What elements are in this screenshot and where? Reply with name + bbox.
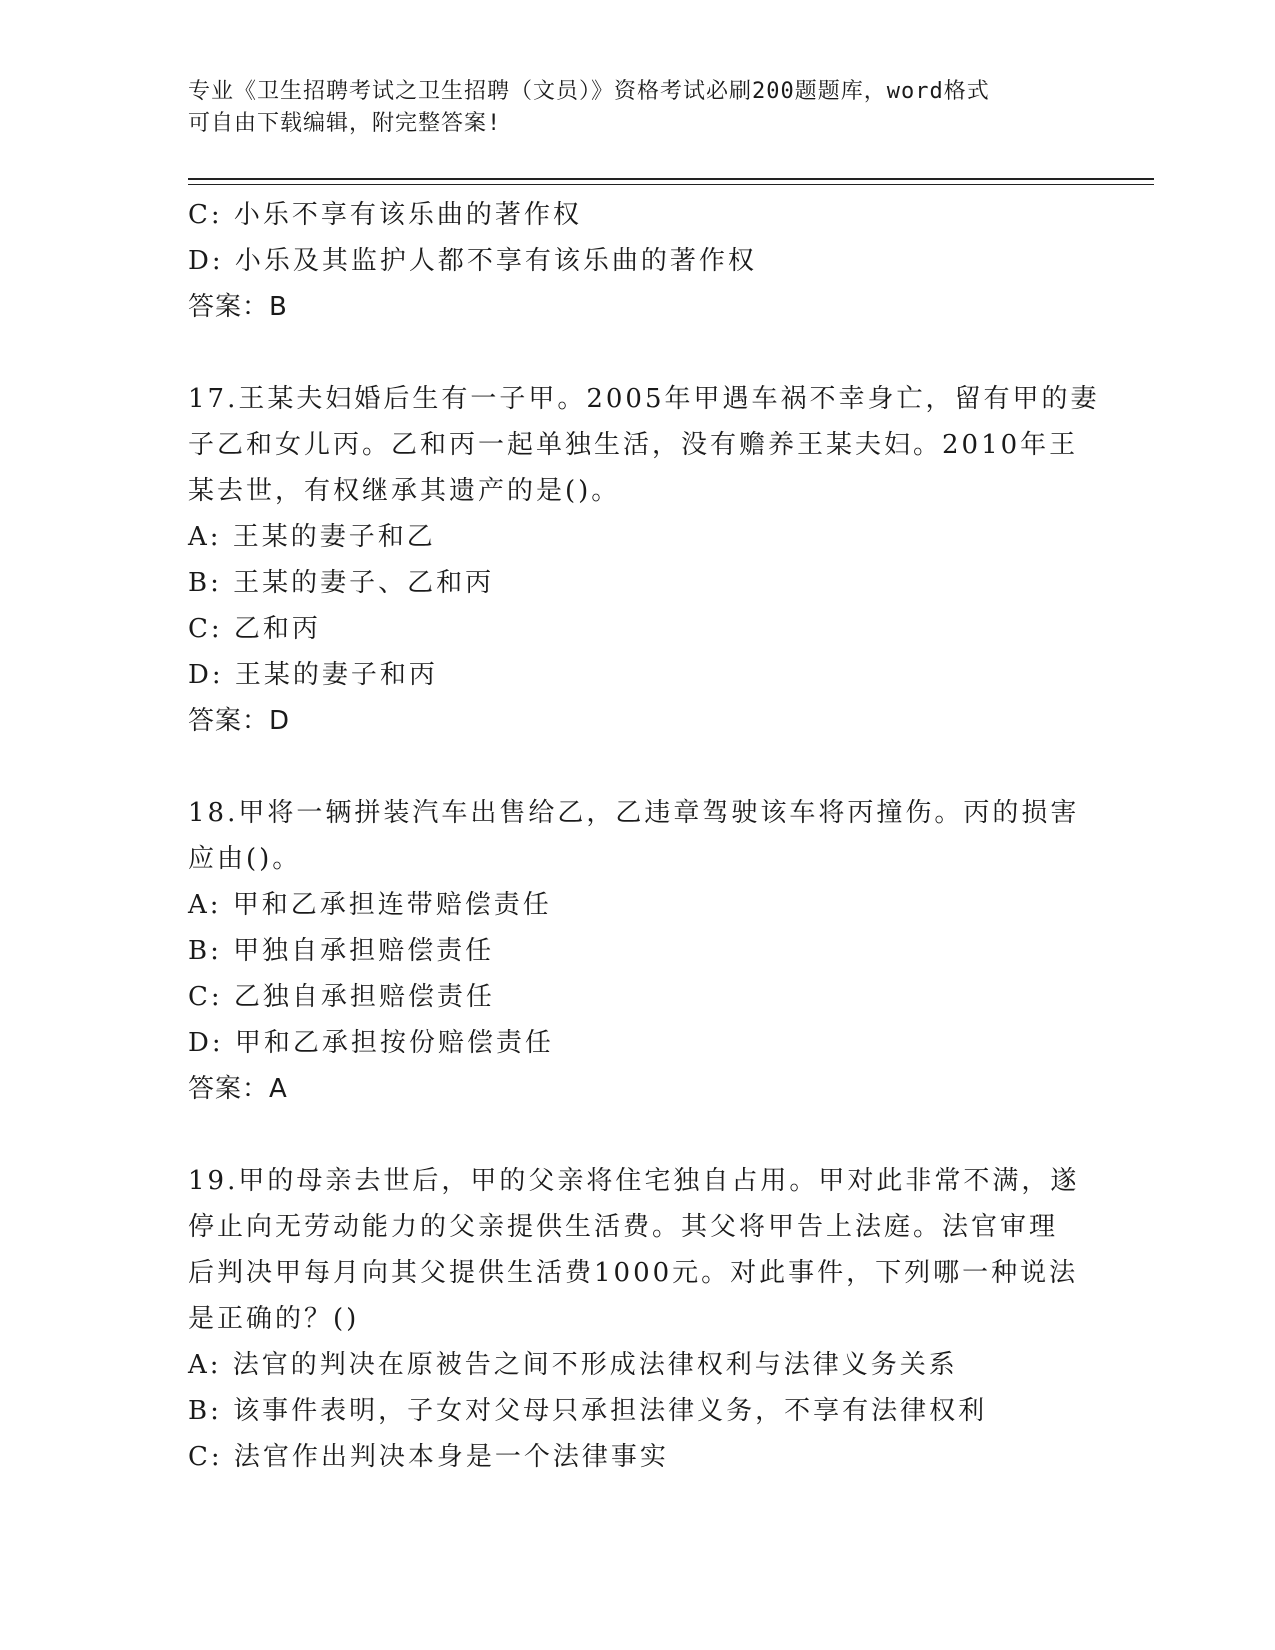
option-d: D: 小乐及其监护人都不享有该乐曲的著作权 xyxy=(188,246,757,276)
answer-line: 答案：A xyxy=(188,1074,288,1104)
header-divider-thick xyxy=(188,178,1154,180)
question-stem-line: 后判决甲每月向其父提供生活费1000元。对此事件，下列哪一种说法 xyxy=(188,1258,1079,1288)
spacer xyxy=(188,330,1088,376)
answer-line: 答案：B xyxy=(188,292,288,322)
option-d: D: 王某的妻子和丙 xyxy=(188,660,438,690)
option-a: A: 甲和乙承担连带赔偿责任 xyxy=(188,890,552,920)
option-c: C: 小乐不享有该乐曲的著作权 xyxy=(188,200,582,230)
question-stem-line: 应由()。 xyxy=(188,844,302,874)
answer-line: 答案：D xyxy=(188,706,291,736)
question-stem-line: 子乙和女儿丙。乙和丙一起单独生活，没有赡养王某夫妇。2010年王 xyxy=(188,430,1079,460)
option-b: B: 该事件表明，子女对父母只承担法律义务，不享有法律权利 xyxy=(188,1396,988,1426)
option-b: B: 甲独自承担赔偿责任 xyxy=(188,936,495,966)
spacer xyxy=(188,1112,1088,1158)
question-stem-line: 停止向无劳动能力的父亲提供生活费。其父将甲告上法庭。法官审理 xyxy=(188,1212,1059,1242)
spacer xyxy=(188,744,1088,790)
header-line-2: 可自由下载编辑，附完整答案! xyxy=(188,111,502,136)
header-line-1: 专业《卫生招聘考试之卫生招聘（文员）》资格考试必刷200题题库，word格式 xyxy=(188,79,990,104)
question-16-continuation xyxy=(188,192,1088,330)
document-body xyxy=(188,192,1100,1480)
option-b: B: 王某的妻子、乙和丙 xyxy=(188,568,495,598)
question-19 xyxy=(188,1158,1088,1480)
document-header xyxy=(188,76,1088,140)
question-18 xyxy=(188,790,1088,1112)
question-stem-line: 某去世，有权继承其遗产的是()。 xyxy=(188,476,621,506)
option-a: A: 法官的判决在原被告之间不形成法律权利与法律义务关系 xyxy=(188,1350,958,1380)
question-stem-line: 19.甲的母亲去世后，甲的父亲将住宅独自占用。甲对此非常不满，遂 xyxy=(188,1166,1080,1196)
question-17 xyxy=(188,376,1100,744)
option-c: C: 法官作出判决本身是一个法律事实 xyxy=(188,1442,669,1472)
option-c: C: 乙和丙 xyxy=(188,614,321,644)
question-stem-line: 17.王某夫妇婚后生有一子甲。2005年甲遇车祸不幸身亡，留有甲的妻 xyxy=(188,384,1100,414)
option-c: C: 乙独自承担赔偿责任 xyxy=(188,982,495,1012)
option-d: D: 甲和乙承担按份赔偿责任 xyxy=(188,1028,554,1058)
option-a: A: 王某的妻子和乙 xyxy=(188,522,436,552)
header-divider-thin xyxy=(188,184,1154,185)
question-stem-line: 18.甲将一辆拼装汽车出售给乙，乙违章驾驶该车将丙撞伤。丙的损害 xyxy=(188,798,1080,828)
question-stem-line: 是正确的？() xyxy=(188,1304,360,1334)
